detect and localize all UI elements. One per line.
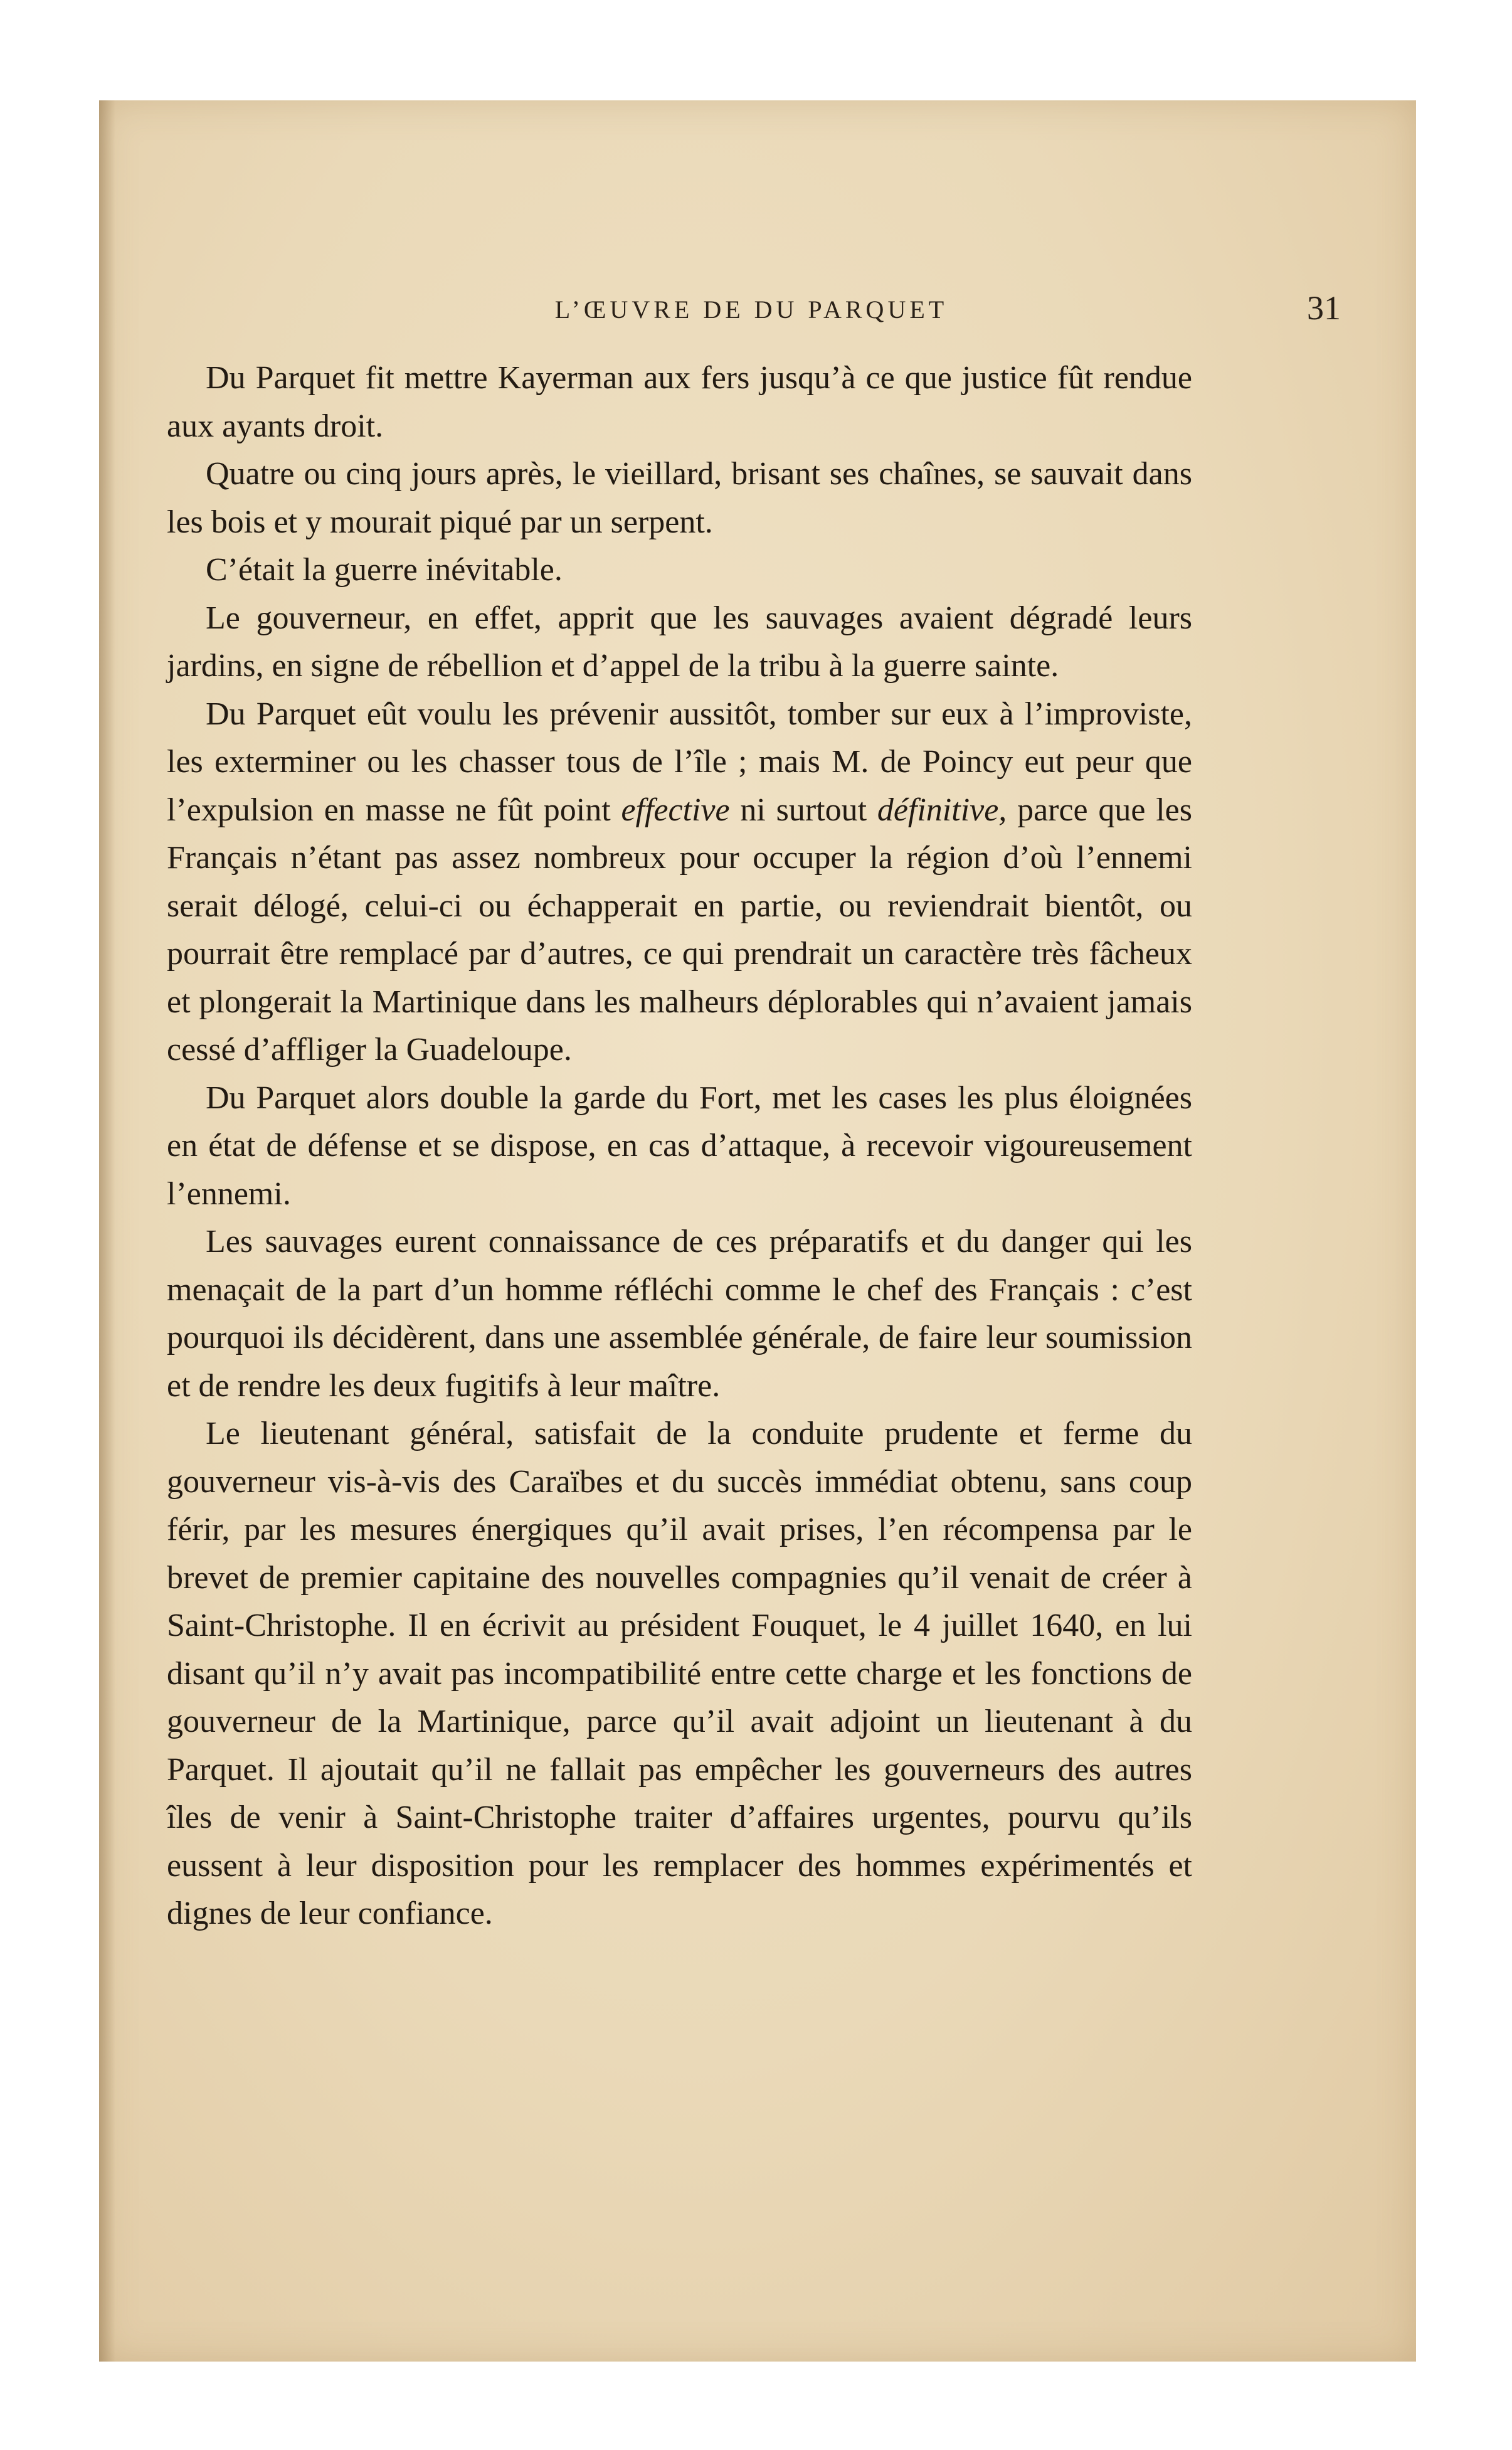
italic-text: définitive, — [877, 792, 1007, 828]
running-head — [162, 289, 1341, 339]
paragraph — [167, 1218, 1192, 1410]
text-segment: ni surtout — [729, 792, 877, 828]
page-number: 31 — [1307, 289, 1341, 327]
paragraph — [167, 546, 1192, 595]
text-segment: C’était la guerre inévitable. — [206, 552, 563, 588]
text-segment: Du Parquet fit mettre Kayerman aux fers jusqu’à ce que justice fût rendue aux ayants droit. — [167, 360, 1192, 444]
paragraph — [167, 1410, 1192, 1938]
text-segment: Le lieutenant général, satisfait de la conduite prudente et ferme du gouverneur vis-à-vis des Caraïbes et du succès immédiat obtenu, sans coup férir, par les mesures énergiques qu’il avait prises, l’en récompensa par le brevet de premier capitaine des nouvelles compagnies qu’il venait de créer à Saint-Christophe. Il en écrivit au président Fouquet, le 4 juillet 1640, en lui disant qu’il n’y avait pas incompatibilité entre cette charge et les fonctions de gouverneur de la Martinique, parce qu’il avait adjoint un lieutenant à du Parquet. Il ajoutait qu’il ne fallait pas empêcher les gouverneurs des autres îles de venir à Saint-Christophe traiter d’affaires urgentes, pourvu qu’ils eussent à leur disposition pour les remplacer des hommes expérimentés et dignes de leur confiance. — [167, 1416, 1192, 1931]
text-segment: Du Parquet alors double la garde du Fort, met les cases les plus éloignées en état de défense et se dispose, en cas d’attaque, à recevoir vigoureusement l’ennemi. — [167, 1079, 1192, 1212]
paragraph — [167, 450, 1192, 546]
text-segment: Les sauvages eurent connaissance de ces préparatifs et du danger qui les menaçait de la part d’un homme réfléchi comme le chef des Français : c’est pourquoi ils décidèrent, dans une assemblée générale, de faire leur soumission et de rendre les deux fugitifs à leur maître. — [167, 1224, 1192, 1404]
paragraph — [167, 595, 1192, 691]
paragraph — [167, 691, 1192, 1074]
body-text — [167, 354, 1192, 1938]
text-segment: Quatre ou cinq jours après, le vieillard, brisant ses chaînes, se sauvait dans les bois et y mourait piqué par un serpent. — [167, 456, 1192, 540]
paragraph — [167, 1074, 1192, 1219]
text-segment: Du Parquet eût voulu les prévenir aussitôt, tomber sur eux à l’improviste, les exterminer ou les chasser tous de l’île ; mais M. de Poincy eut peur que l’expulsion en masse ne fût point — [167, 696, 1192, 828]
italic-text: effective — [621, 792, 730, 828]
book-page — [99, 100, 1416, 2362]
paragraph — [167, 354, 1192, 450]
running-title: L’ŒUVRE DE DU PARQUET — [554, 295, 948, 324]
text-segment: parce que les Français n’étant pas assez nombreux pour occuper la région d’où l’ennemi serait délogé, celui-ci ou échapperait en partie, ou reviendrait bientôt, ou pourrait être remplacé par d’autres, ce qui prendrait un caractère très fâcheux et plongerait la Martinique dans les malheurs déplorables qui n’avaient jamais cessé d’affliger la Guadeloupe. — [167, 792, 1192, 1068]
text-segment: Le gouverneur, en effet, apprit que les sauvages avaient dégradé leurs jardins, en signe de rébellion et d’appel de la tribu à la guerre sainte. — [167, 600, 1192, 684]
